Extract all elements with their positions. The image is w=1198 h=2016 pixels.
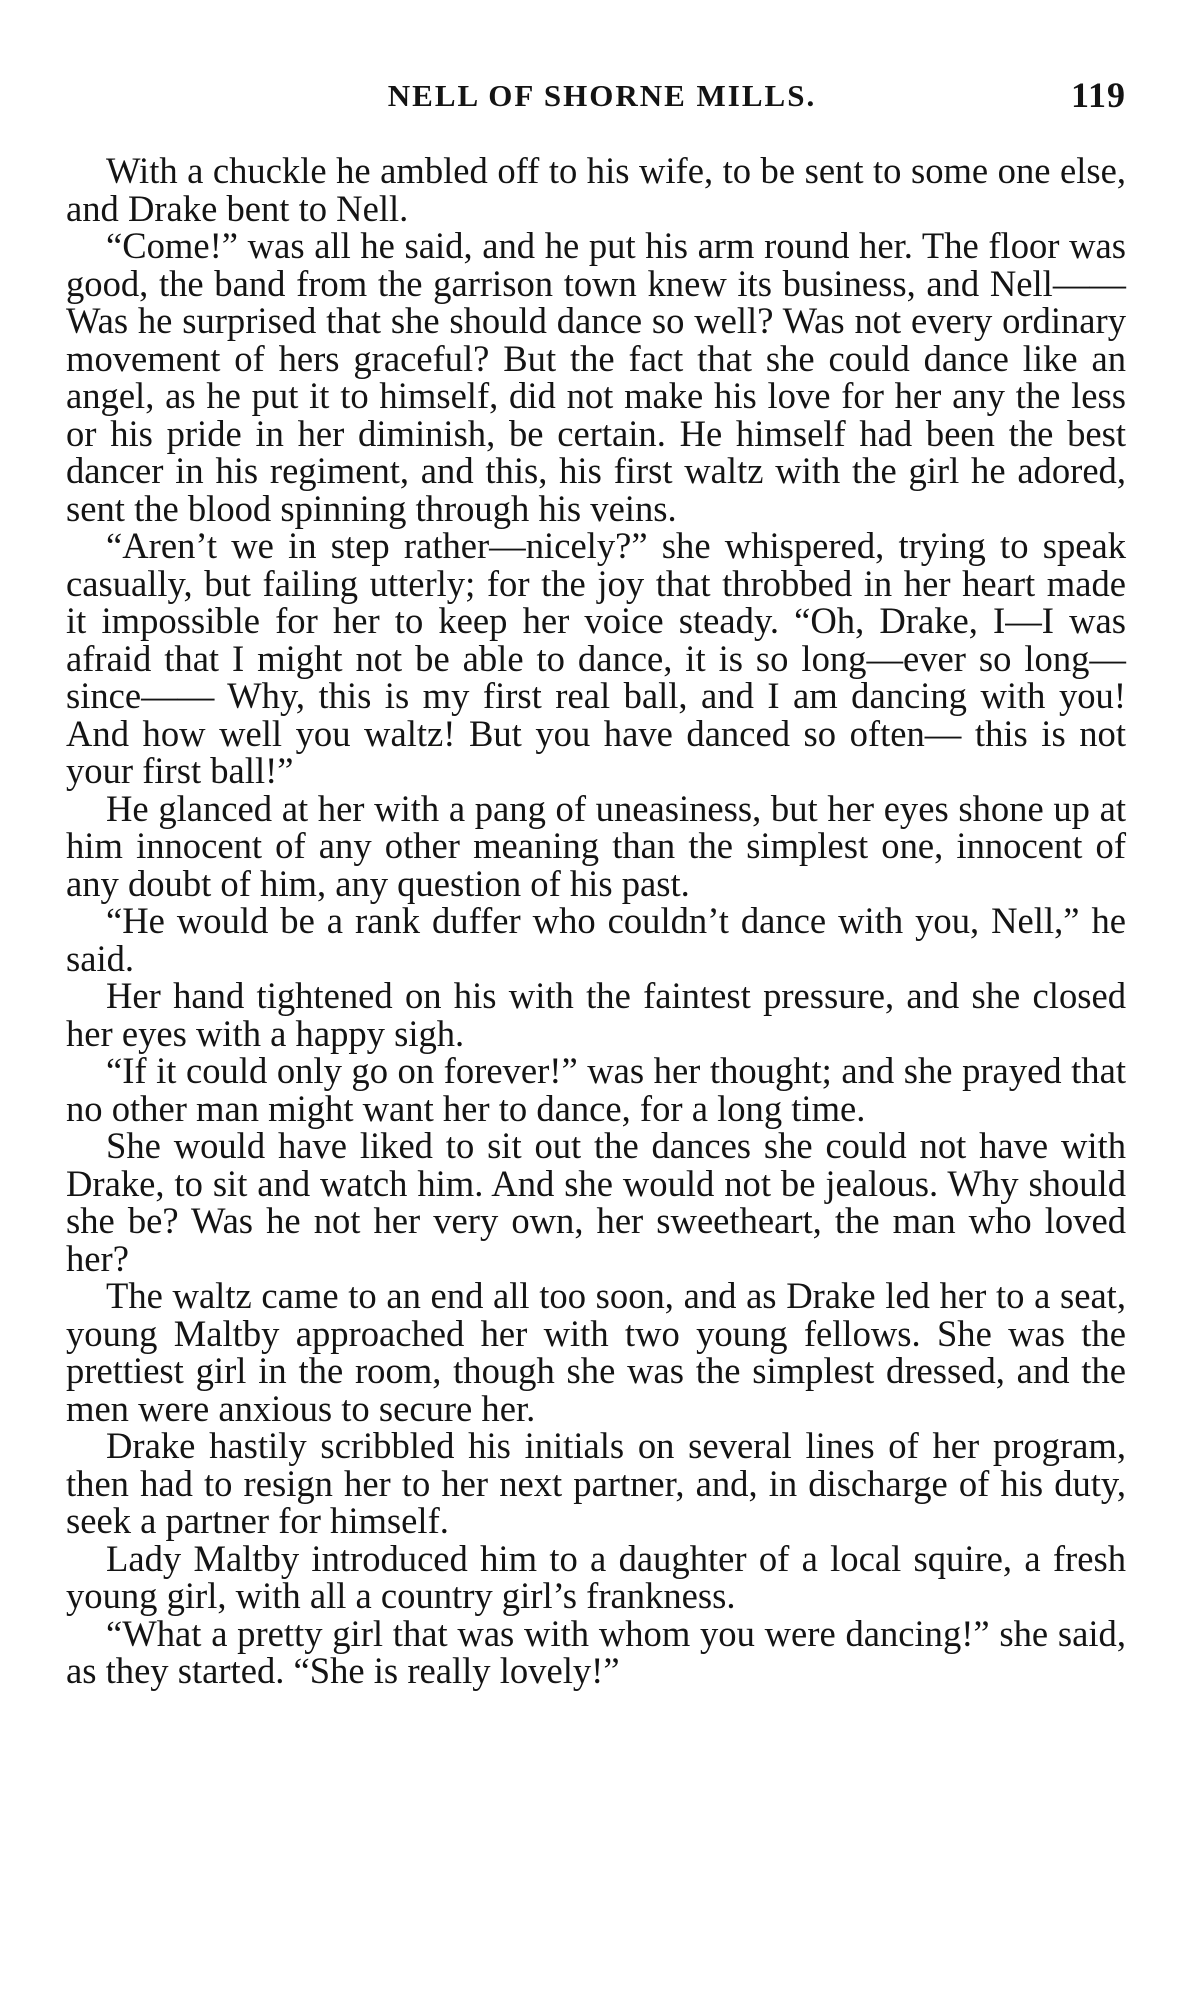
paragraph: “If it could only go on forever!” was her thought; and she prayed that no other man might want her to dance, for a long time. <box>66 1050 1126 1129</box>
paragraph: Lady Maltby introduced him to a daughter of a local squire, a fresh young girl, with all a country girl’s frankness. <box>66 1537 1126 1616</box>
body-text <box>66 152 1126 1690</box>
paragraph: “Aren’t we in step rather—nicely?” she whispered, trying to speak casually, but failing utterly; for the joy that throbbed in her heart made it impossible for her to keep her voice steady. “Oh, Drake, I—I was afraid that I might not be able to dance, it is so long—ever so long—since—— Why, this is my first real ball, and I am dancing with you! And how well you waltz! But you have danced so often— this is not your first ball!” <box>66 525 1126 791</box>
paragraph: “What a pretty girl that was with whom you were dancing!” she said, as they started. “She is really lovely!” <box>66 1612 1126 1691</box>
paragraph: He glanced at her with a pang of uneasiness, but her eyes shone up at him innocent of any other meaning than the simplest one, innocent of any doubt of him, any question of his past. <box>66 787 1126 904</box>
paragraph: “He would be a rank duffer who couldn’t dance with you, Nell,” he said. <box>66 900 1126 979</box>
paragraph: “Come!” was all he said, and he put his arm round her. The floor was good, the band from the garrison town knew its business, and Nell—— Was he surprised that she should dance so well? Was not every ordinary movement of hers graceful? But the fact that she could dance like an angel, as he put it to himself, did not make his love for her any the less or his pride in her diminish, be certain. He himself had been the best dancer in his regiment, and this, his first waltz with the girl he adored, sent the blood spinning through his veins. <box>66 225 1126 529</box>
paragraph: Drake hastily scribbled his initials on several lines of her program, then had to resign her to her next partner, and, in discharge of his duty, seek a partner for himself. <box>66 1425 1126 1541</box>
paragraph: Her hand tightened on his with the faintest pressure, and she closed her eyes with a happy sigh. <box>66 975 1126 1054</box>
paragraph: The waltz came to an end all too soon, and as Drake led her to a seat, young Maltby approached her with two young fellows. She was the prettiest girl in the room, though she was the simplest dressed, and the men were anxious to secure her. <box>66 1275 1126 1429</box>
page-header <box>66 75 1138 118</box>
paragraph: She would have liked to sit out the dances she could not have with Drake, to sit and watch him. And she would not be jealous. Why should she be? Was he not her very own, her sweetheart, the man who loved her? <box>66 1125 1126 1279</box>
paragraph: With a chuckle he ambled off to his wife, to be sent to some one else, and Drake bent to Nell. <box>66 150 1126 229</box>
page-number: 119 <box>1070 75 1126 115</box>
running-title: NELL OF SHORNE MILLS. <box>387 78 817 113</box>
